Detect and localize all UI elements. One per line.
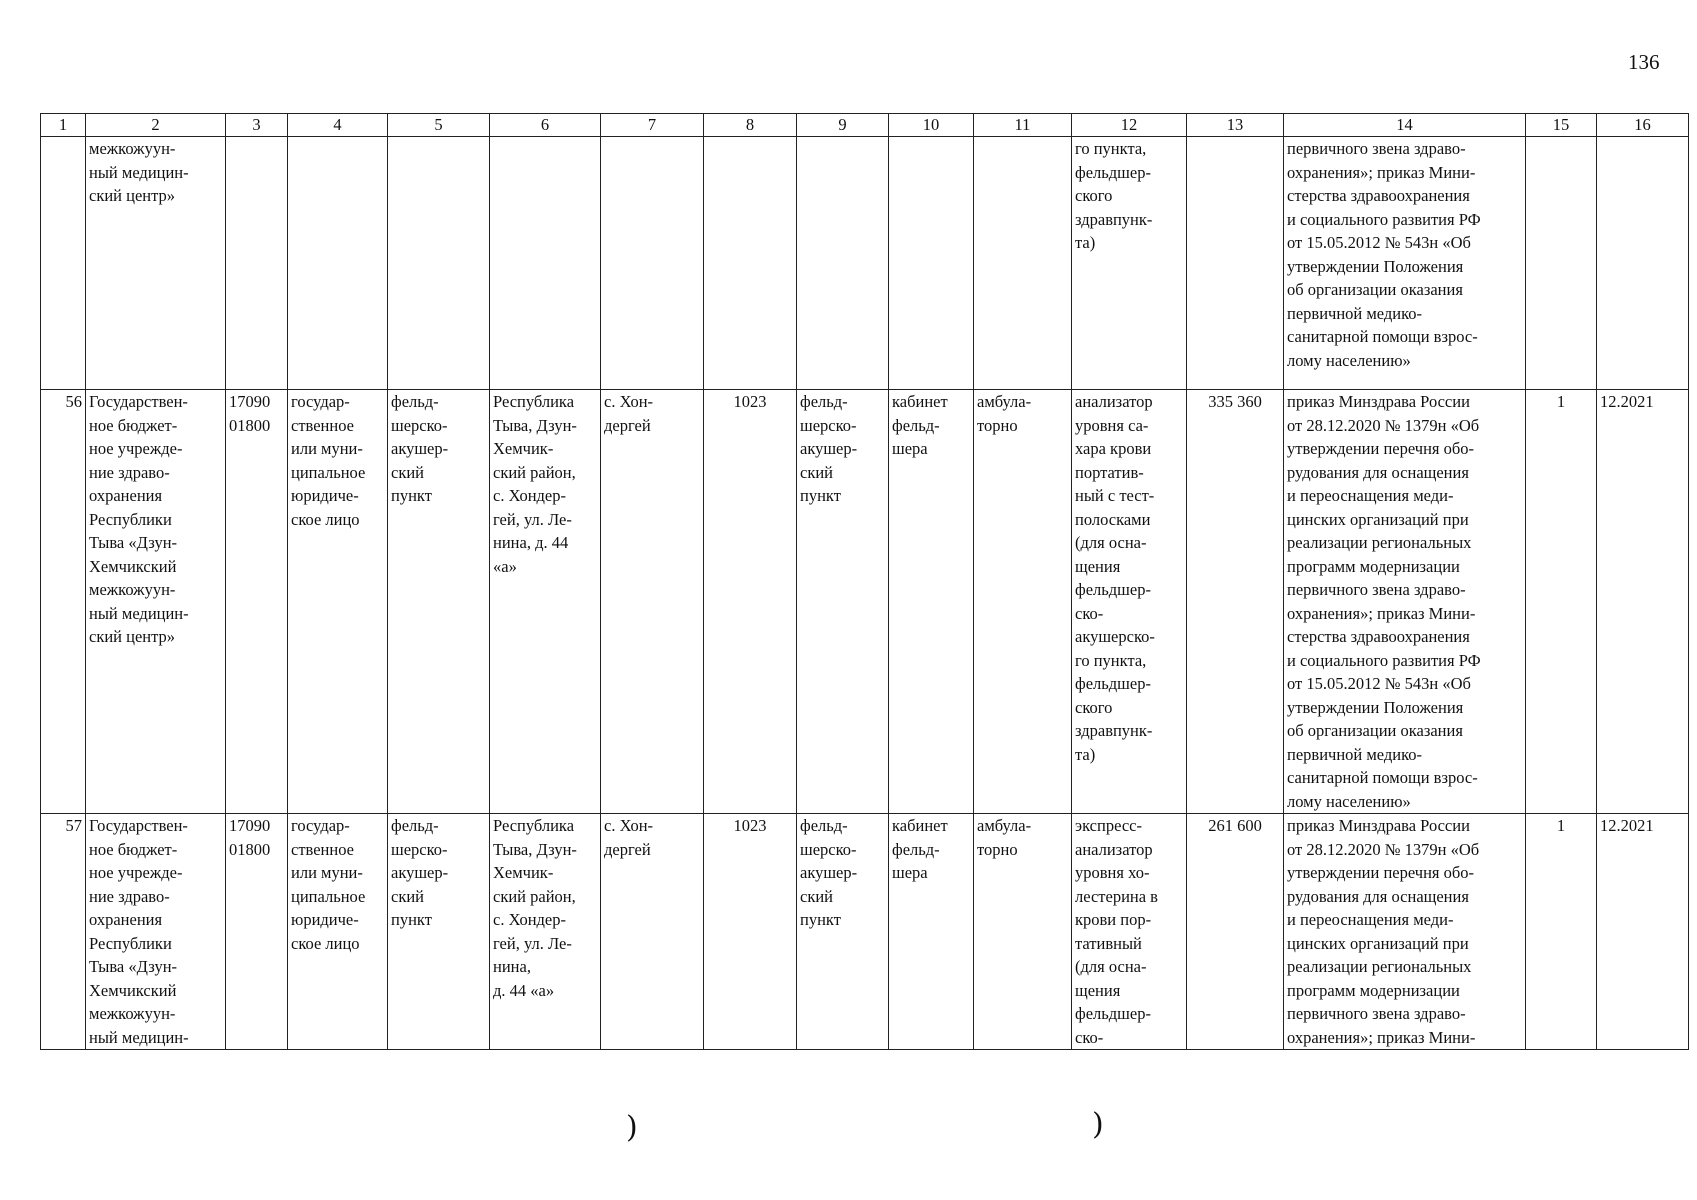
table-cell: приказ Минздрава России от 28.12.2020 № 1379н «Об утверждении перечня обо- рудования для оснащения и переоснащения меди- цинских организаций при реализации региональных программ модернизации первичного звена здраво- охранения»; приказ Мини- стерства здравоохранения и социального развития РФ от 15.05.2012 № 543н «Об утверждении Положения об организации оказания первичной медико- санитарной помощи взрос- лому населению» <box>1284 390 1526 814</box>
table-cell: амбула- торно <box>974 814 1072 1050</box>
column-number: 6 <box>490 114 601 137</box>
handwritten-mark: ) <box>626 1110 638 1145</box>
column-number: 15 <box>1526 114 1597 137</box>
table-cell: экспресс- анализатор уровня хо- лестерина в крови пор- тативный (для осна- щения фельдшер- ско- <box>1072 814 1187 1050</box>
table-cell: Государствен- ное бюджет- ное учрежде- ние здраво- охранения Республики Тыва «Дзун- Хемчикский межкожуун- ный медицин- ский центр» <box>86 390 226 814</box>
column-number: 1 <box>41 114 86 137</box>
table-cell: приказ Минздрава России от 28.12.2020 № 1379н «Об утверждении перечня обо- рудования для оснащения и переоснащения меди- цинских организаций при реализации региональных программ модернизации первичного звена здраво- охранения»; приказ Мини- <box>1284 814 1526 1050</box>
column-number: 7 <box>601 114 704 137</box>
table-header-row <box>41 114 1689 137</box>
table-cell: 335 360 <box>1187 390 1284 814</box>
table-cell: 1023 <box>704 814 797 1050</box>
table-cell <box>41 137 86 390</box>
table-cell: Республика Тыва, Дзун- Хемчик- ский район, с. Хондер- гей, ул. Ле- нина, д. 44 «а» <box>490 814 601 1050</box>
table-cell: 17090 01800 <box>226 814 288 1050</box>
column-number: 2 <box>86 114 226 137</box>
table-cell: межкожуун- ный медицин- ский центр» <box>86 137 226 390</box>
table-cell: 261 600 <box>1187 814 1284 1050</box>
table-cell: го пункта, фельдшер- ского здравпунк- та) <box>1072 137 1187 390</box>
table-cell: кабинет фельд- шера <box>889 814 974 1050</box>
table-cell: фельд- шерско- акушер- ский пункт <box>797 814 889 1050</box>
table-cell <box>288 137 388 390</box>
table-cell: 1023 <box>704 390 797 814</box>
table-cell <box>388 137 490 390</box>
table-cell <box>1187 137 1284 390</box>
table-cell <box>601 137 704 390</box>
table-cell <box>226 137 288 390</box>
table-cell: 17090 01800 <box>226 390 288 814</box>
table-cell <box>797 137 889 390</box>
table-cell: фельд- шерско- акушер- ский пункт <box>797 390 889 814</box>
table-cell: кабинет фельд- шера <box>889 390 974 814</box>
table-cell: 1 <box>1526 390 1597 814</box>
table-cell <box>974 137 1072 390</box>
column-number: 3 <box>226 114 288 137</box>
table-cell: 56 <box>41 390 86 814</box>
column-number: 12 <box>1072 114 1187 137</box>
table-cell <box>1597 137 1689 390</box>
table-cell: Республика Тыва, Дзун- Хемчик- ский район, с. Хондер- гей, ул. Ле- нина, д. 44 «а» <box>490 390 601 814</box>
table-cell: первичного звена здраво- охранения»; приказ Мини- стерства здравоохранения и социального развития РФ от 15.05.2012 № 543н «Об утверждении Положения об организации оказания первичной медико- санитарной помощи взрос- лому населению» <box>1284 137 1526 390</box>
table-cell <box>490 137 601 390</box>
table-row-continuation <box>41 137 1689 390</box>
equipment-table <box>40 113 1689 1050</box>
table-cell <box>704 137 797 390</box>
table-cell <box>1526 137 1597 390</box>
table-cell <box>889 137 974 390</box>
table-cell: государ- ственное или муни- ципальное юридиче- ское лицо <box>288 814 388 1050</box>
column-number: 14 <box>1284 114 1526 137</box>
column-number: 10 <box>889 114 974 137</box>
table-cell: государ- ственное или муни- ципальное юридиче- ское лицо <box>288 390 388 814</box>
table-cell: Государствен- ное бюджет- ное учрежде- ние здраво- охранения Республики Тыва «Дзун- Хемчикский межкожуун- ный медицин- <box>86 814 226 1050</box>
table-cell: фельд- шерско- акушер- ский пункт <box>388 390 490 814</box>
column-number: 5 <box>388 114 490 137</box>
table-cell: 12.2021 <box>1597 390 1689 814</box>
table-cell: с. Хон- дергей <box>601 814 704 1050</box>
table-cell: с. Хон- дергей <box>601 390 704 814</box>
table-cell: анализатор уровня са- хара крови портатив- ный с тест- полосками (для осна- щения фельдшер- ско- акушерско- го пункта, фельдшер- ского здравпунк- та) <box>1072 390 1187 814</box>
table-cell: фельд- шерско- акушер- ский пункт <box>388 814 490 1050</box>
column-number: 11 <box>974 114 1072 137</box>
table-cell: 57 <box>41 814 86 1050</box>
handwritten-mark: ) <box>1092 1107 1104 1142</box>
page-number: 136 <box>1628 50 1660 74</box>
column-number: 13 <box>1187 114 1284 137</box>
table-cell: амбула- торно <box>974 390 1072 814</box>
column-number: 9 <box>797 114 889 137</box>
table-row-57 <box>41 814 1689 1050</box>
column-number: 4 <box>288 114 388 137</box>
table-cell: 1 <box>1526 814 1597 1050</box>
column-number: 16 <box>1597 114 1689 137</box>
table-cell: 12.2021 <box>1597 814 1689 1050</box>
table-row-56 <box>41 390 1689 814</box>
column-number: 8 <box>704 114 797 137</box>
